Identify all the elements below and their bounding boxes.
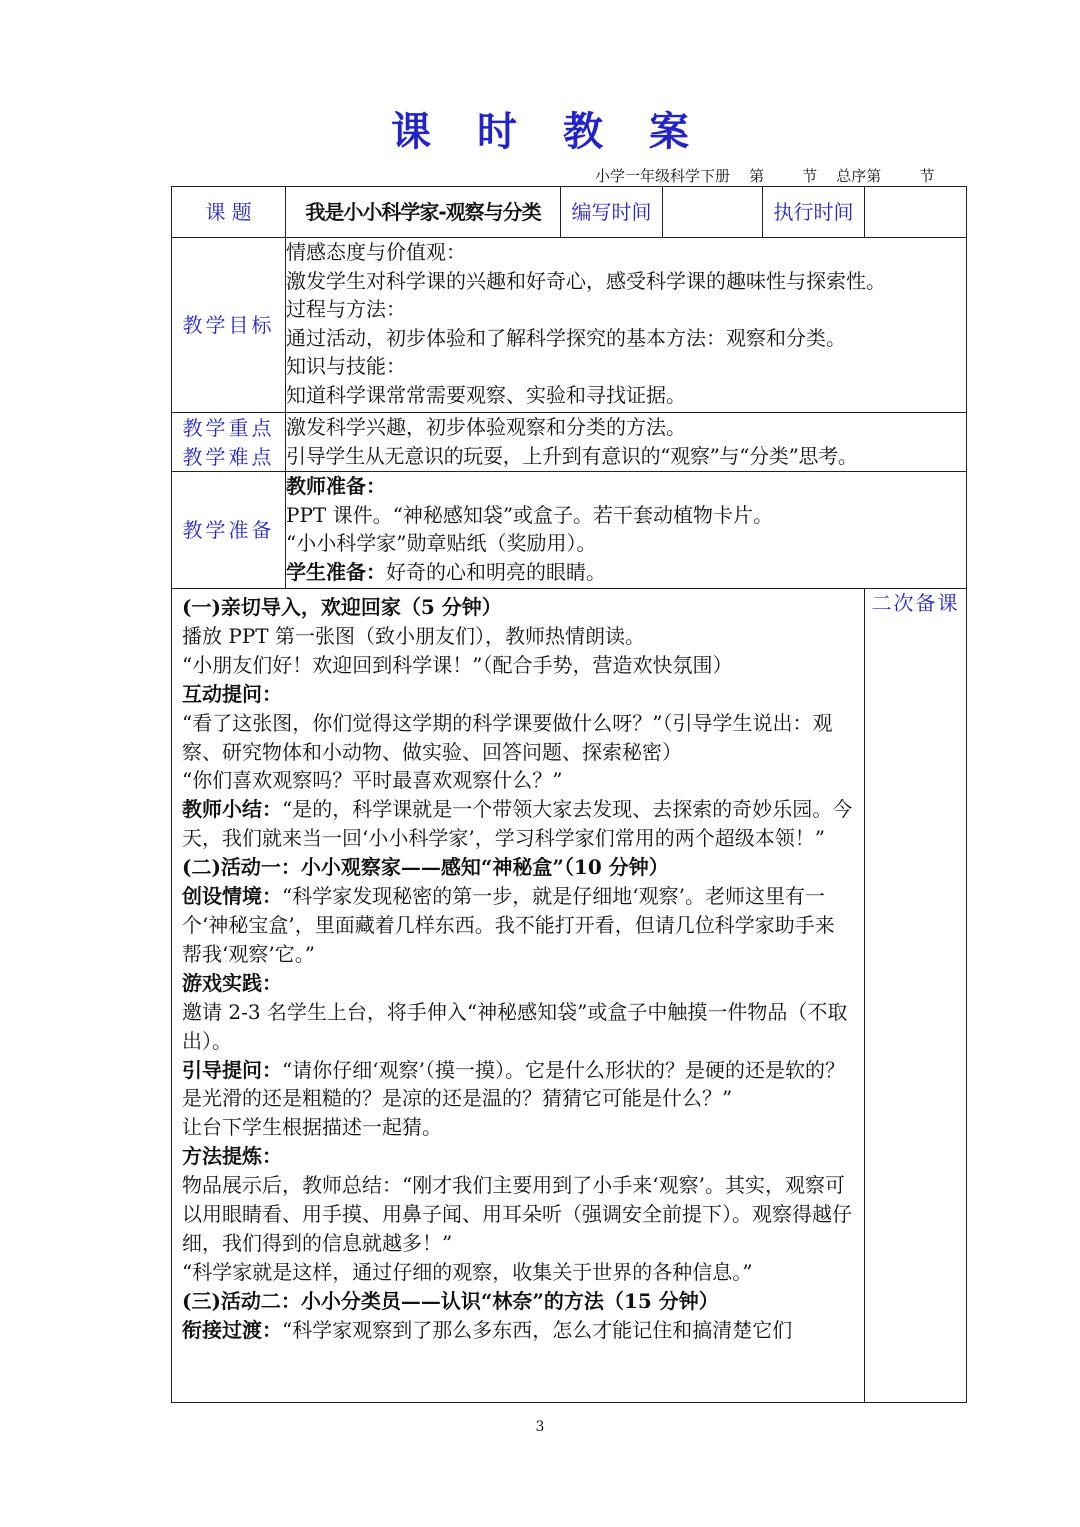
section-3-p1: “科学家观察到了那么多东西，怎么才能记住和搞清楚它们 <box>282 1317 793 1342</box>
section-1-p4: “你们喜欢观察吗？平时最喜欢观察什么？” <box>182 768 563 793</box>
section-1-p2: “小朋友们好！欢迎回到科学课！”（配合手势，营造欢快氛围） <box>182 652 733 677</box>
exec-time-value <box>865 187 967 238</box>
page-title: 课时教案 <box>391 109 735 155</box>
section-1-heading-1: 互动提问： <box>182 681 282 706</box>
objectives-label: 教学目标 <box>172 238 286 413</box>
topic-value: 我是小小科学家-观察与分类 <box>286 187 561 238</box>
teacher-prep-line-2: “小小科学家”勋章贴纸（奖励用）。 <box>286 531 597 555</box>
section-1-title: (一)亲切导入，欢迎回家（5 分钟） <box>182 595 502 619</box>
student-prep-heading: 学生准备： <box>286 559 386 584</box>
section-2-p2: 邀请 2-3 名学生上台，将手伸入“神秘感知袋”或盒子中触摸一件物品（不取出）。 <box>182 999 848 1053</box>
section-2-p1: “科学家发现秘密的第一步，就是仔细地‘观察’。老师这里有一个‘神秘宝盒’，里面藏着几样东西。我不能打开看，但请几位科学家助手来帮我‘观察’它。” <box>182 884 835 966</box>
key-label: 教学重点 <box>182 416 275 440</box>
write-time-value <box>663 187 763 238</box>
key-labels <box>172 413 286 472</box>
section-3-heading-1: 衔接过渡： <box>182 1317 282 1342</box>
section-2-heading-3: 引导提问： <box>182 1057 282 1082</box>
section-1-p1: 播放 PPT 第一张图（致小朋友们），教师热情朗读。 <box>182 623 645 648</box>
objectives-heading-3: 知识与技能： <box>286 354 406 378</box>
section-2-p6: “科学家就是这样，通过仔细的观察，收集关于世界的各种信息。” <box>182 1259 753 1284</box>
page-number: 3 <box>535 1419 545 1435</box>
process-content <box>172 589 865 1403</box>
objectives-text-2: 通过活动，初步体验和了解科学探究的基本方法：观察和分类。 <box>286 325 846 350</box>
section-1-p5: “是的，科学课就是一个带领大家去发现、去探索的奇妙乐园。今天，我们就来当一回‘小小科学家’，学习科学家们常用的两个超级本领！” <box>182 797 853 851</box>
section-2-heading-2: 游戏实践： <box>182 970 282 995</box>
topic-row <box>172 187 967 238</box>
section-2-heading-4: 方法提炼： <box>182 1144 282 1169</box>
teacher-prep-line-1: PPT 课件。“神秘感知袋”或盒子。若干套动植物卡片。 <box>286 502 774 527</box>
second-prep-label: 二次备课 <box>865 589 967 1403</box>
section-3-title: (三)活动二：小小分类员——认识“林奈”的方法（15 分钟） <box>182 1288 719 1313</box>
objectives-text-3: 知道科学课常常需要观察、实验和寻找证据。 <box>286 382 686 407</box>
objectives-heading-1: 情感态度与价值观： <box>286 240 466 264</box>
objectives-content <box>286 238 967 413</box>
preparation-content <box>286 472 967 589</box>
section-1-p3: “看了这张图，你们觉得这学期的科学课要做什么呀？”（引导学生说出：观察、研究物体和小动物、做实验、回答问题、探索秘密） <box>182 710 833 764</box>
section-2-p3: “请你仔细‘观察’（摸一摸）。它是什么形状的？是硬的还是软的？是光滑的还是粗糙的？是凉的还是温的？猜猜它可能是什么？” <box>182 1057 845 1111</box>
write-time-label: 编写时间 <box>561 187 663 238</box>
objectives-row <box>172 238 967 413</box>
section-1-summary <box>182 795 854 853</box>
lesson-plan-table <box>171 186 967 1403</box>
student-prep-text: 好奇的心和明亮的眼睛。 <box>386 559 606 584</box>
objectives-heading-2: 过程与方法： <box>286 297 406 321</box>
section-2-title: (二)活动一：小小观察家——感知“神秘盒”（10 分钟） <box>182 855 669 880</box>
difficult-label: 教学难点 <box>182 444 275 469</box>
section-2-heading-1: 创设情境： <box>182 884 282 909</box>
section-2-p5: 物品展示后，教师总结：“刚才我们主要用到了小手来‘观察’。其实，观察可以用眼睛看、用手摸、用鼻子闻、用耳朵听（强调安全前提下）。观察得越仔细，我们得到的信息就越多！” <box>182 1173 852 1255</box>
key-point-text: 激发科学兴趣，初步体验观察和分类的方法。 <box>286 415 686 439</box>
section-3-transition <box>182 1316 854 1345</box>
section-2-scenario <box>182 882 854 969</box>
objectives-text-1: 激发学生对科学课的兴趣和好奇心，感受科学课的趣味性与探索性。 <box>286 268 886 293</box>
section-2-question <box>182 1056 854 1114</box>
course-subheading: 小学一年级科学下册 第 节 总序第 节 <box>595 167 935 185</box>
student-prep-line <box>286 558 966 587</box>
topic-label: 课 题 <box>172 187 286 238</box>
preparation-row <box>172 472 967 589</box>
key-points-row <box>172 413 967 472</box>
key-points-content <box>286 413 967 472</box>
process-row <box>172 589 967 1403</box>
teacher-prep-heading: 教师准备： <box>286 474 386 498</box>
section-2-p4: 让台下学生根据描述一起猜。 <box>182 1115 442 1140</box>
section-1-heading-2: 教师小结： <box>182 797 282 822</box>
preparation-label: 教学准备 <box>172 472 286 589</box>
exec-time-label: 执行时间 <box>763 187 865 238</box>
difficult-point-text: 引导学生从无意识的玩耍，上升到有意识的“观察”与“分类”思考。 <box>286 443 858 468</box>
